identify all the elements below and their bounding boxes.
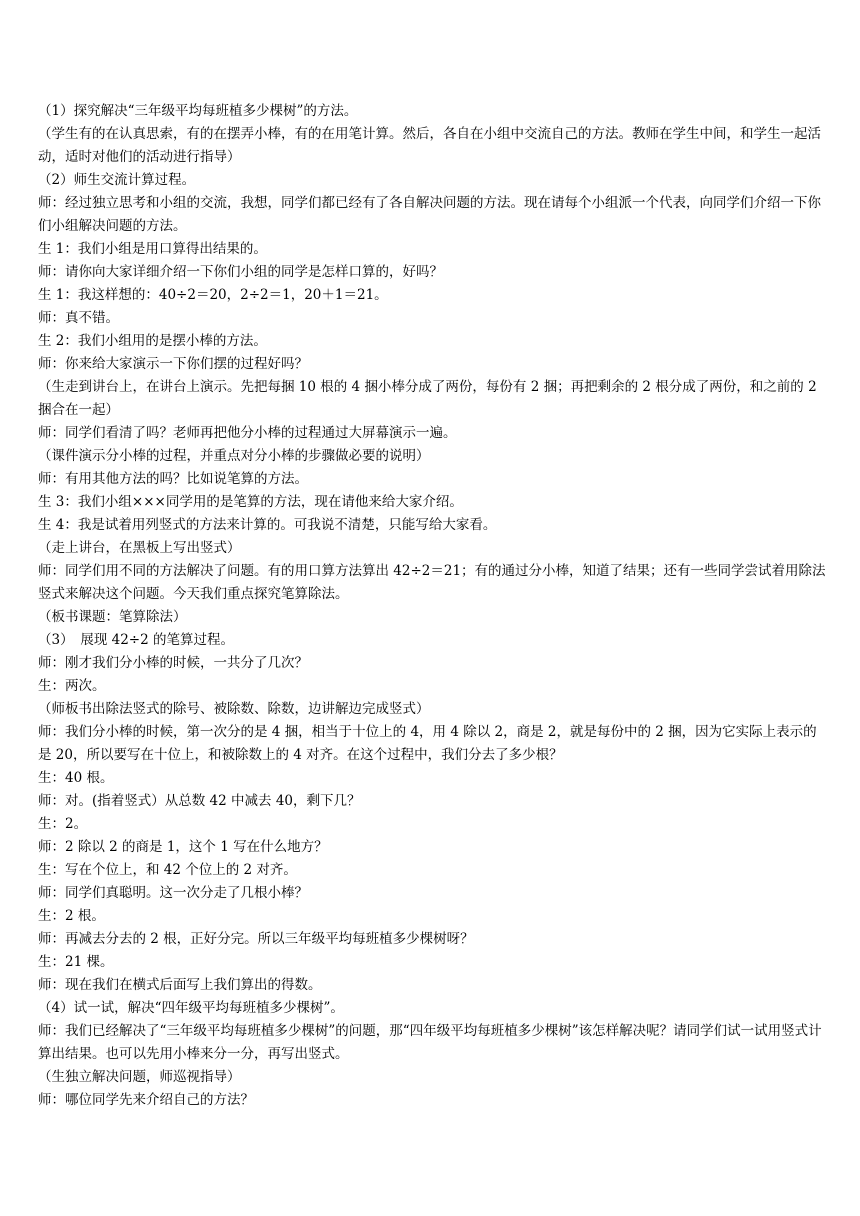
text-line: （学生有的在认真思索，有的在摆弄小棒，有的在用笔计算。然后，各自在小组中交流自己的方法。教师在学生中间，和学生一起活动，适时对他们的活动进行指导） [38,126,821,165]
text-line: 生：写在个位上，和 42 个位上的 2 对齐。 [38,862,297,878]
text-line: 生 1：我们小组是用口算得出结果的。 [38,241,267,257]
text-line: （1）探究解决“三年级平均每班植多少棵树”的方法。 [38,103,358,119]
text-line: 生 4：我是试着用列竖式的方法来计算的。可我说不清楚，只能写给大家看。 [38,517,497,533]
text-line: 师：我们已经解决了“三年级平均每班植多少棵树”的问题，那“四年级平均每班植多少棵树”该怎样解决呢？请同学们试一试用竖式计算出结果。也可以先用小棒来分一分，再写出竖式。 [38,1023,822,1062]
text-line: 师：经过独立思考和小组的交流，我想，同学们都已经有了各自解决问题的方法。现在请每个小组派一个代表，向同学们介绍一下你们小组解决问题的方法。 [38,195,821,234]
text-line: 师：请你向大家详细介绍一下你们小组的同学是怎样口算的，好吗？ [38,264,443,280]
document-body [38,100,828,1112]
text-line: 师：哪位同学先来介绍自己的方法？ [38,1092,254,1108]
text-line: 师：对。(指着竖式）从总数 42 中减去 40，剩下几？ [38,793,361,809]
text-line: （生独立解决问题，师巡视指导） [38,1069,241,1085]
text-line: （走上讲台，在黑板上写出竖式） [38,540,241,556]
text-line: 生：21 棵。 [38,954,114,970]
text-line: 师：再减去分去的 2 根，正好分完。所以三年级平均每班植多少棵树呀？ [38,931,474,947]
text-line: （4）试一试，解决“四年级平均每班植多少棵树”。 [38,1000,344,1016]
text-line: 生 3：我们小组×××同学用的是笔算的方法，现在请他来给大家介绍。 [38,494,463,510]
text-line: （课件演示分小棒的过程，并重点对分小棒的步骤做必要的说明） [38,448,430,464]
text-line: 生：40 根。 [38,770,114,786]
text-line: 师：你来给大家演示一下你们摆的过程好吗？ [38,356,308,372]
text-line: 生 1：我这样想的：40÷2＝20，2÷2＝1，20＋1＝21。 [38,287,388,303]
text-line: 师：有用其他方法的吗？比如说笔算的方法。 [38,471,308,487]
text-line: 生：2 根。 [38,908,105,924]
text-line: 师：同学们真聪明。这一次分走了几根小棒？ [38,885,308,901]
text-line: 生：2。 [38,816,88,832]
text-line: 师：同学们看清了吗？老师再把他分小棒的过程通过大屏幕演示一遍。 [38,425,457,441]
text-line: 生：两次。 [38,678,106,694]
text-line: （2）师生交流计算过程。 [38,172,196,188]
text-line: 师：我们分小棒的时候，第一次分的是 4 捆，相当于十位上的 4，用 4 除以 2，商是 2，就是每份中的 2 捆，因为它实际上表示的是 20，所以要写在十位上，和被除数上的 4 对齐。在这个过程中，我们分去了多少根？ [38,724,817,763]
text-line: （师板书出除法竖式的除号、被除数、除数，边讲解边完成竖式） [38,701,430,717]
text-line: 师：现在我们在横式后面写上我们算出的得数。 [38,977,322,993]
text-line: 生 2：我们小组用的是摆小棒的方法。 [38,333,267,349]
text-line: 师：2 除以 2 的商是 1，这个 1 写在什么地方？ [38,839,328,855]
text-line: 师：同学们用不同的方法解决了问题。有的用口算方法算出 42÷2＝21；有的通过分小棒，知道了结果；还有一些同学尝试着用除法竖式来解决这个问题。今天我们重点探究笔算除法。 [38,563,826,602]
text-line: （生走到讲台上，在讲台上演示。先把每捆 10 根的 4 捆小棒分成了两份，每份有 2 捆；再把剩余的 2 根分成了两份，和之前的 2 捆合在一起） [38,379,817,418]
text-line: （板书课题：笔算除法） [38,609,187,625]
text-line: （3） 展现 42÷2 的笔算过程。 [38,632,235,648]
text-line: 师：真不错。 [38,310,119,326]
text-line: 师：刚才我们分小棒的时候，一共分了几次？ [38,655,308,671]
